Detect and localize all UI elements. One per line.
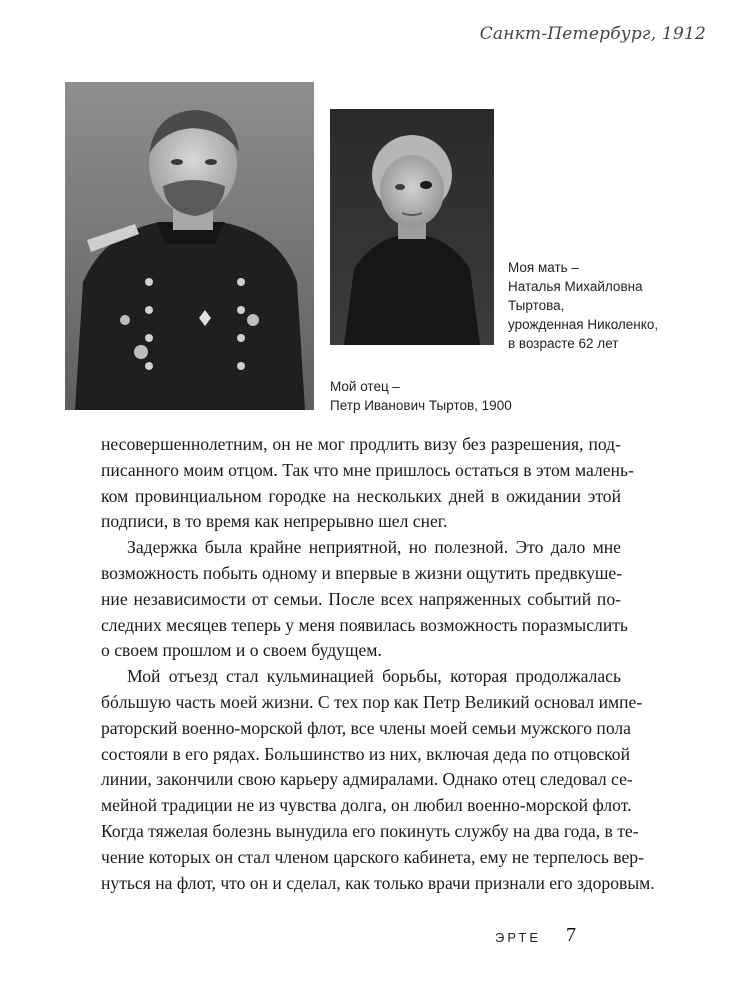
caption-line: в возрасте 62 лет xyxy=(508,336,619,351)
caption-line: Моя мать – xyxy=(508,260,579,275)
father-photo-caption xyxy=(330,377,512,415)
father-portrait-photo xyxy=(65,82,314,410)
text-line: бóльшую часть моей жизни. С тех пор как Петр Великий основал импе- xyxy=(101,691,643,712)
text-line: ком провинциальном городке на нескольких дней в ожидании этой xyxy=(101,485,621,506)
text-line: Когда тяжелая болезнь вынудила его покинуть службу на два года, в те- xyxy=(101,820,639,841)
text-line: возможность побыть одному и впервые в жизни ощутить предвкуше- xyxy=(101,562,623,583)
text-line: подписи, в то время как непрерывно шел снег. xyxy=(101,511,448,532)
text-line: раторский военно-морской флот, все члены моей семьи мужского пола xyxy=(101,717,631,738)
mother-portrait-image xyxy=(330,109,494,345)
text-line: несовершеннолетним, он не мог продлить визу без разрешения, под- xyxy=(101,434,621,454)
caption-line: Мой отец – xyxy=(330,379,400,394)
page-number: 7 xyxy=(566,924,576,946)
mother-portrait-photo xyxy=(330,109,494,345)
text-line: писанного моим отцом. Так что мне пришлось остаться в этом малень- xyxy=(101,459,634,480)
text-line: мейной традиции не из чувства долга, он любил военно-морской флот. xyxy=(101,795,632,816)
text-line: ние независимости от семьи. После всех напряженных событий по- xyxy=(101,588,621,609)
mother-photo-caption xyxy=(508,258,658,353)
text-line: нуться на флот, что он и сделал, как только врачи признали его здоровым. xyxy=(101,872,655,893)
caption-line: урожденная Николенко, xyxy=(508,317,659,332)
text-line: состояли в его рядах. Большинство из них, включая деда по отцовской xyxy=(101,743,631,764)
father-portrait-image xyxy=(65,82,314,410)
text-line: следних месяцев теперь у меня появилась возможность поразмыслить xyxy=(101,614,628,635)
text-line: линии, закончили свою карьеру адмиралами. Однако отец следовал се- xyxy=(101,769,633,790)
caption-line: Петр Иванович Тыртов, 1900 xyxy=(330,398,512,413)
text-line: о своем прошлом и о своем будущем. xyxy=(101,640,382,661)
footer-author: ЭРТЕ xyxy=(495,930,542,945)
caption-line: Наталья Михайловна xyxy=(508,279,643,294)
text-line: Задержка была крайне неприятной, но полезной. Это дало мне xyxy=(127,537,621,558)
body-text xyxy=(101,432,655,896)
text-line: Мой отъезд стал кульминацией борьбы, которая продолжалась xyxy=(127,666,621,687)
running-header: Санкт-Петербург, 1912 xyxy=(479,24,706,44)
text-line: чение которых он стал членом царского кабинета, ему не терпелось вер- xyxy=(101,846,644,867)
caption-line: Тыртова, xyxy=(508,298,565,313)
